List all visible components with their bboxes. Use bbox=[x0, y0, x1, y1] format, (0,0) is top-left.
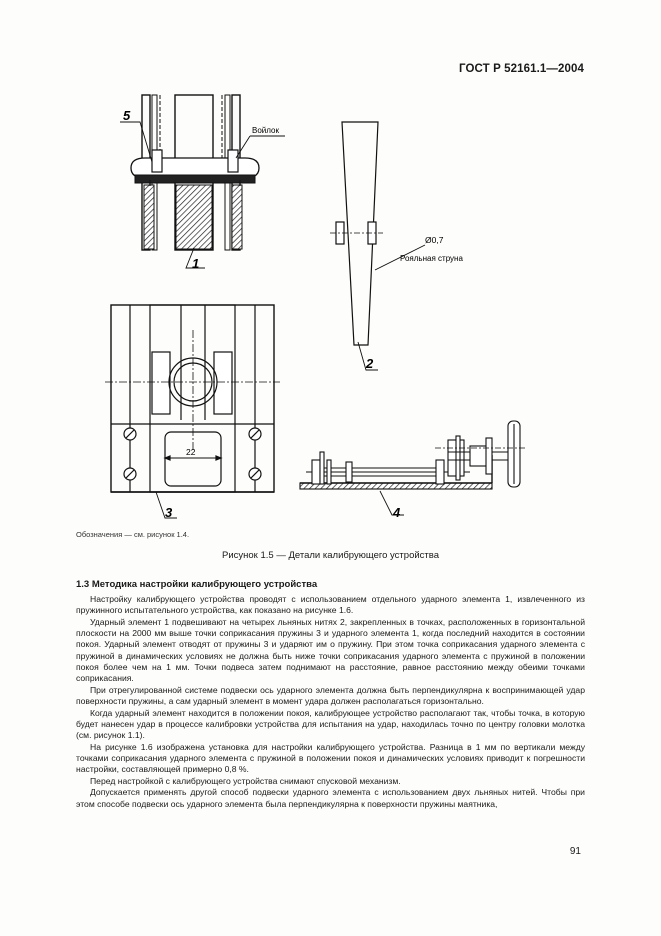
paragraph: Когда ударный элемент находится в положении покоя, калибрующее устройство располагают так, чтобы точка, в которую будет нанесен удар в процессе калибровки устройства для испытания на удар, находилась точно по центру головки молотка (см. рисунок 1.1). bbox=[76, 707, 585, 740]
section-title: 1.3 Методика настройки калибрующего устройства bbox=[76, 579, 318, 590]
paragraph: Настройку калибрующего устройства проводят с использованием отдельного ударного элемента 1, извлеченного из пружинного испытательного устройства, как показано на рисунке 1.6. bbox=[76, 594, 585, 616]
paragraph: На рисунке 1.6 изображена установка для настройки калибрующего устройства. Разница в 1 мм по вертикали между точками соприкасания ударного элемента с пружиной в положении покоя и динамических условиях приводит к погрешности настройки, составляющей примерно 0,8 %. bbox=[76, 741, 585, 775]
figure-caption: Рисунок 1.5 — Детали калибрующего устройства bbox=[222, 550, 439, 561]
hammer-head-detail bbox=[120, 95, 285, 268]
paragraph: При отрегулированной системе подвески ось ударного элемента должна быть перпендикулярна к воспринимающей удар поверхности пружины, а сам ударный элемент в момент удара должен располагаться горизонтально. bbox=[76, 684, 585, 706]
pendulum-detail bbox=[330, 122, 425, 370]
clamp-detail bbox=[105, 305, 280, 518]
label-diameter: Ø0,7 bbox=[425, 235, 444, 245]
label-felt: Войлок bbox=[252, 126, 279, 135]
page-number: 91 bbox=[569, 846, 581, 857]
paragraph: Ударный элемент 1 подвешивают на четырех льняных нитях 2, закрепленных в точках, расположенных в горизонтальной плоскости на 2000 мм выше точки соприкасания пружины 3 и ударного элемента 1, когда последний находится в состоянии покоя. Ударный элемент отводят от пружины 3 и ударяют им о пружину. При этом точка соприкасания ударного элемента с пружиной в динамических условиях не должна быть ниже точки соприкасания ударного элемента с пружиной в положении покоя более чем на 1 мм. Точки подвеса затем поднимают на расстояние, равное расстоянию между обеими точками соприкасания. bbox=[76, 616, 585, 683]
label-dimension: 22 bbox=[186, 447, 196, 457]
adjustment-mechanism-detail bbox=[300, 421, 525, 515]
label-4: 4 bbox=[393, 505, 401, 520]
label-piano-wire: Рояльная струна bbox=[400, 254, 463, 263]
standard-header: ГОСТ Р 52161.1—2004 bbox=[459, 63, 584, 75]
label-3: 3 bbox=[165, 505, 173, 520]
paragraph: Допускается применять другой способ подвески ударного элемента с использованием двух льняных нитей. Чтобы при этом способе подвески ось ударного элемента была перпендикулярна к поверхности пружины маятника, bbox=[76, 787, 585, 809]
label-2: 2 bbox=[366, 356, 374, 371]
label-5: 5 bbox=[123, 108, 131, 123]
paragraph: Перед настройкой с калибрующего устройства снимают спусковой механизм. bbox=[90, 775, 401, 786]
figure-note: Обозначения — см. рисунок 1.4. bbox=[76, 530, 190, 539]
label-1: 1 bbox=[192, 256, 200, 271]
body-text bbox=[76, 594, 585, 810]
